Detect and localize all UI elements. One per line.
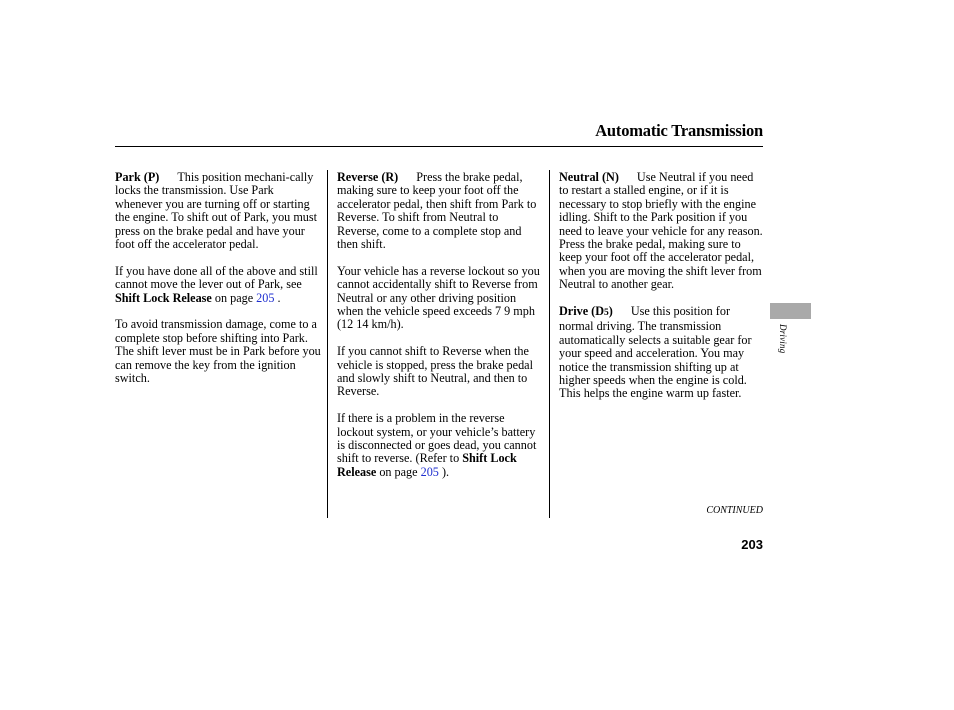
page-number: 203 xyxy=(741,537,763,552)
reverse-text: Press the brake pedal, making sure to keep your foot off the accelerator pedal, then shift from Park to Reverse. To shift from Neutral to Reverse, come to a complete stop and then shift. xyxy=(337,170,537,252)
column-2 xyxy=(337,171,543,493)
page-title: Automatic Transmission xyxy=(595,121,763,140)
close-paren: ). xyxy=(441,464,450,479)
page-link-205[interactable]: 205 xyxy=(256,290,275,305)
lockout-paragraph: Your vehicle has a reverse lockout so you cannot accidentally shift to Reverse from Neutral or any other driving position when the vehicle speed exceeds 7 9 mph (12 14 km/h). xyxy=(337,263,540,332)
column-divider-1 xyxy=(327,170,328,518)
section-tab xyxy=(770,303,811,319)
column-divider-2 xyxy=(549,170,550,518)
drive-paragraph xyxy=(559,305,765,401)
reverse-heading: Reverse (R) xyxy=(337,170,399,184)
period: . xyxy=(277,290,281,305)
drive-text: Use this position for normal driving. The transmission automatically selects a suitable gear for your speed and acceleration. You may notice the transmission shifting up at higher speeds when the engine is cold. This helps the engine warm up faster. xyxy=(559,304,752,401)
neutral-heading: Neutral (N) xyxy=(559,170,619,184)
problem-paragraph xyxy=(337,412,543,479)
damage-paragraph: To avoid transmission damage, come to a complete stop before shifting into Park. The shift lever must be in Park before you can remove the key from the ignition switch. xyxy=(115,317,321,386)
park-release-text: If you have done all of the above and still cannot move the lever out of Park, see xyxy=(115,263,318,292)
park-heading: Park (P) xyxy=(115,170,160,184)
drive-heading: Drive (D5) xyxy=(559,304,613,319)
park-text: This position mechani-cally locks the transmission. Use Park whenever you are turning off or starting the engine. To shift out of Park, you must press on the brake pedal and have your foot off the accelerator pedal. xyxy=(115,170,318,252)
on-page-text-2: on page xyxy=(379,464,418,479)
neutral-paragraph xyxy=(559,171,765,292)
park-release-paragraph xyxy=(115,265,321,305)
reverse-paragraph xyxy=(337,171,543,251)
header-rule xyxy=(115,146,763,147)
page-link-205-2[interactable]: 205 xyxy=(420,464,439,479)
stopped-paragraph: If you cannot shift to Reverse when the vehicle is stopped, press the brake pedal and slowly shift to Neutral, and then to Reverse. xyxy=(337,344,533,399)
on-page-text: on page xyxy=(214,290,254,305)
column-3 xyxy=(559,171,765,414)
shift-lock-release-ref: Shift Lock Release xyxy=(115,290,212,305)
section-label: Driving xyxy=(778,324,788,354)
shift-lock-release-ref-2: Shift Lock Release xyxy=(337,451,517,479)
column-1 xyxy=(115,171,321,399)
problem-text: If there is a problem in the reverse lockout system, or your vehicle’s battery is disconnected or goes dead, you cannot shift to reverse. (Refer to xyxy=(337,411,537,466)
continued-label: CONTINUED xyxy=(706,505,763,516)
neutral-text: Use Neutral if you need to restart a stalled engine, or if it is necessary to stop briefly with the engine idling. Shift to the Park position if you need to leave your vehicle for any reason. Press the brake pedal, making sure to keep your foot off the accelerator pedal, when you are moving the shift lever from Neutral to another gear. xyxy=(559,170,763,292)
park-paragraph xyxy=(115,171,321,251)
